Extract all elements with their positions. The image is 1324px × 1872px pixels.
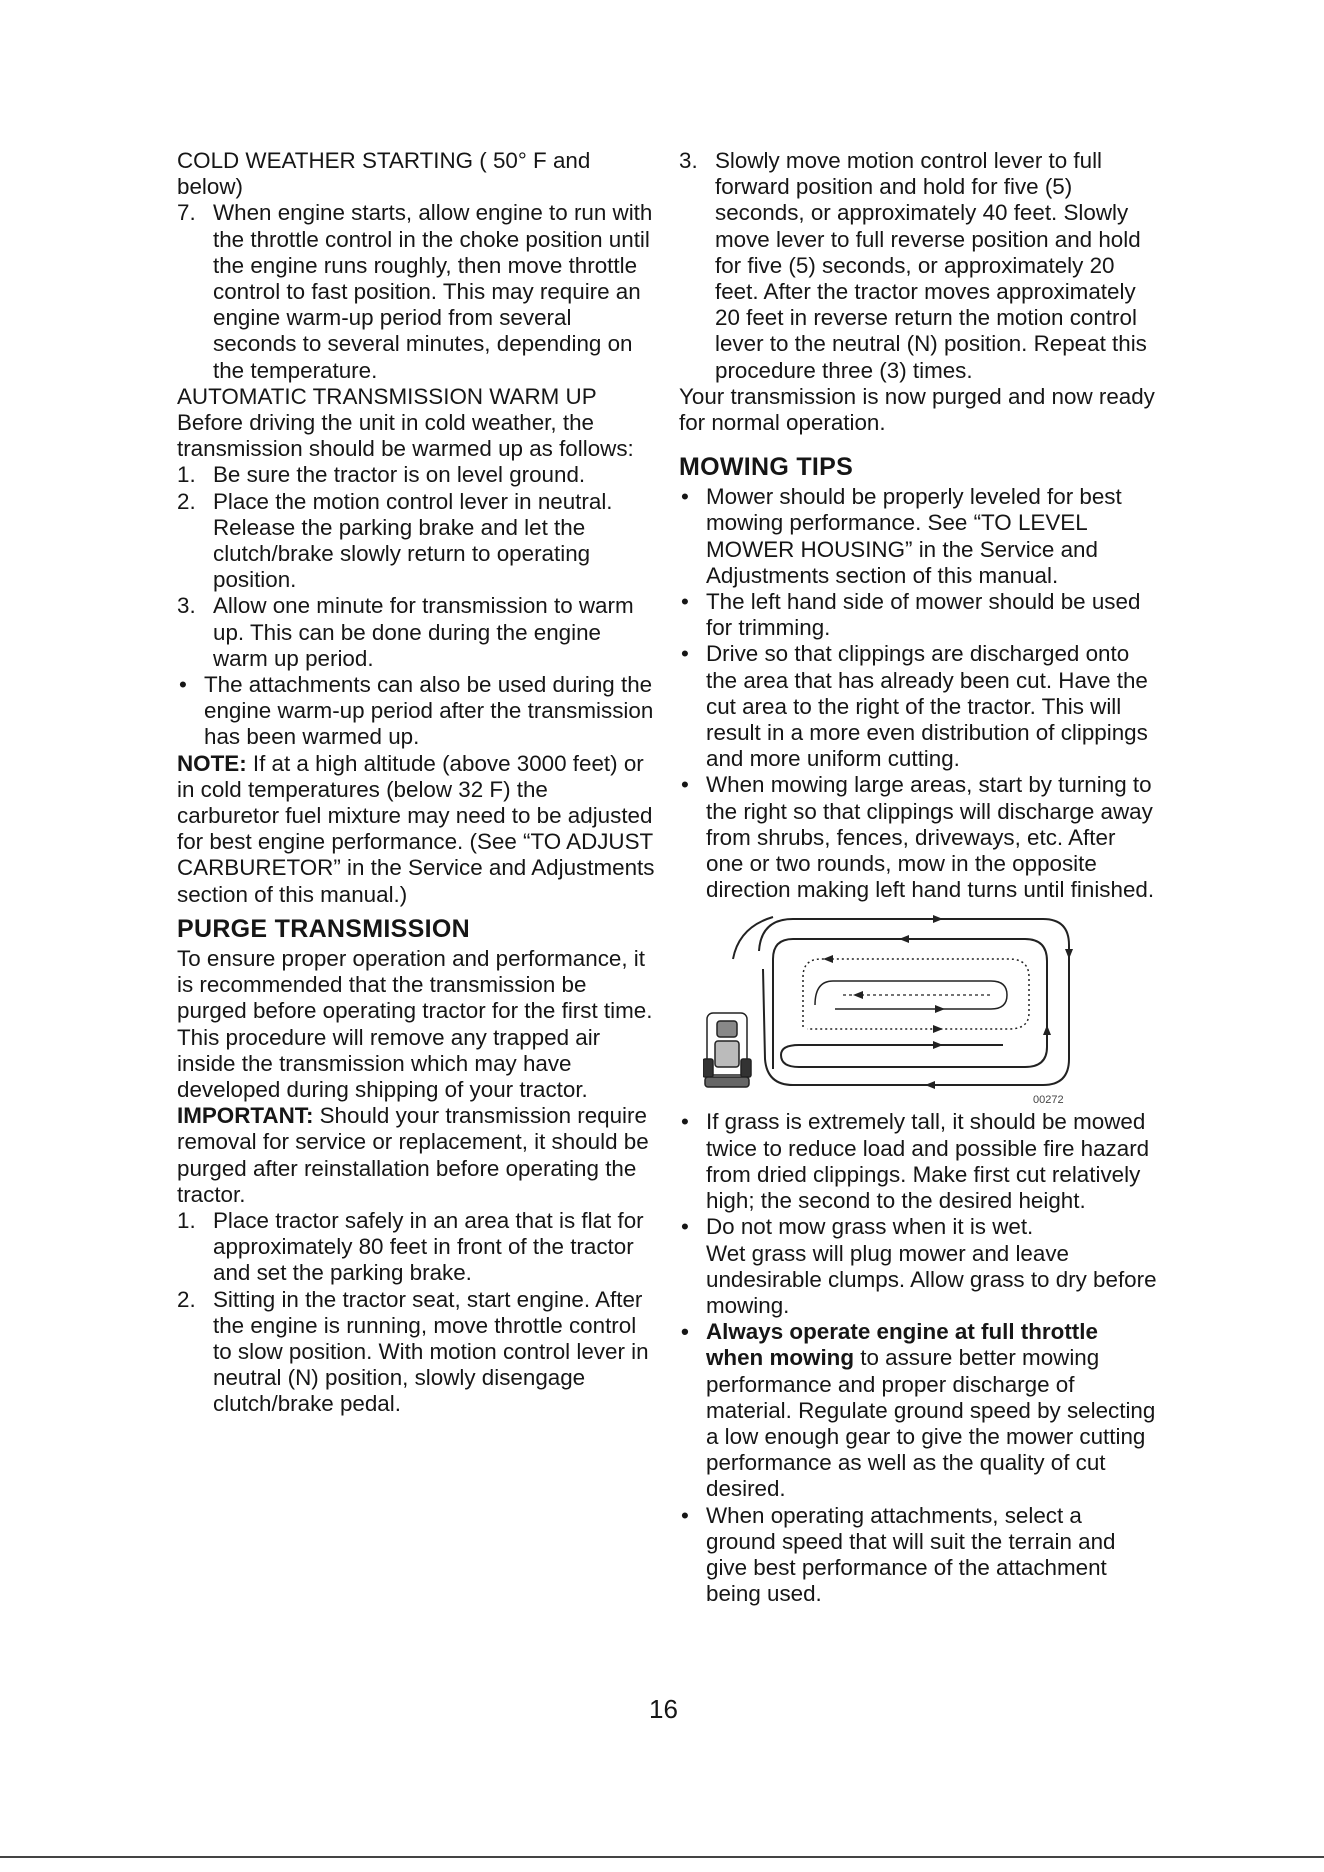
bullet: • — [681, 1214, 689, 1240]
mow-tip-wet-grass — [679, 1214, 1157, 1319]
note-label: NOTE: — [177, 750, 247, 776]
step-text: Allow one minute for transmission to warm up. This can be done during the engine warm up period. — [213, 593, 634, 671]
cold-weather-step-7 — [177, 200, 655, 383]
step-number: 2. — [177, 1286, 196, 1312]
purge-done-text: Your transmission is now purged and now ready for normal operation. — [679, 383, 1155, 436]
bottom-rule — [0, 1856, 1324, 1858]
bullet-text: The attachments can also be used during the engine warm-up period after the transmission has been warmed up. — [204, 672, 654, 750]
arrow-dotted-left — [823, 955, 833, 963]
tractor-seat — [717, 1021, 737, 1037]
purge-step-2 — [177, 1287, 655, 1418]
arrow-mid-right-up — [1043, 1025, 1051, 1035]
step-number: 3. — [177, 593, 196, 619]
mow-tip-tall-grass — [679, 1109, 1157, 1214]
step-text: Place tractor safely in an area that is flat for approximately 80 feet in front of the tractor and set the parking brake. — [213, 1207, 644, 1286]
bullet: • — [681, 1109, 689, 1135]
bullet: • — [179, 672, 187, 698]
arrow-right-down — [1065, 949, 1073, 959]
arrow-top-right — [933, 915, 943, 923]
important-paragraph — [177, 1103, 655, 1208]
auto-step-2 — [177, 489, 655, 594]
purge-transmission-heading: PURGE TRANSMISSION — [177, 914, 470, 943]
step-text: Be sure the tractor is on level ground. — [213, 462, 586, 488]
mow-tip-discharge — [679, 641, 1157, 772]
mowing-tips-heading: MOWING TIPS — [679, 453, 854, 482]
important-text: Should your transmission require removal for service or replacement, it should be purged after reinstallation before operating the tractor. — [177, 1103, 649, 1207]
step-text: Place the motion control lever in neutral. Release the parking brake and let the clutch/brake slowly return to operating position. — [213, 488, 613, 593]
purge-intro: To ensure proper operation and performance, it is recommended that the transmission be purged before operating tractor for the first time. This procedure will remove any trapped air inside the transmission which may have developed during shipping of your tractor. — [177, 945, 653, 1102]
bullet-text: Drive so that clippings are discharged onto the area that has already been cut. Have the cut area to the right of the tractor. This will result in a more even distribution of clippings and more uniform cutting. — [706, 641, 1148, 772]
step-text: Slowly move motion control lever to full forward position and hold for five (5) seconds, or approximately 40 feet. Slowly move lever to full reverse position and hold for five (5) seconds, or approximately 20 feet. After the tractor moves approximately 20 feet in reverse return the motion control lever to the neutral (N) position. Repeat this procedure three (3) times. — [715, 148, 1147, 383]
arrow-dotted-right — [933, 1025, 943, 1033]
arrow-inner-right — [933, 1041, 943, 1049]
important-label: IMPORTANT: — [177, 1103, 314, 1129]
bullet-bold-text: Always operate engine at full throttle when mowing — [706, 1319, 1098, 1371]
purge-step-1 — [177, 1208, 655, 1287]
arrow-innermost-right — [935, 1005, 945, 1013]
auto-step-3 — [177, 593, 655, 672]
entry-line — [733, 917, 773, 959]
tractor-hood — [715, 1041, 739, 1067]
bullet: • — [681, 772, 689, 798]
mow-tip-full-throttle — [679, 1319, 1157, 1502]
step-number: 1. — [177, 1207, 196, 1233]
tractor-deck — [705, 1077, 749, 1087]
bullet-text: When operating attachments, select a ground speed that will suit the terrain and give best performance of the attachment being used. — [706, 1502, 1116, 1607]
arrow-bottom-left — [925, 1081, 935, 1089]
bullet-text: The left hand side of mower should be used for trimming. — [706, 589, 1141, 641]
bullet: • — [681, 641, 689, 667]
auto-transmission-intro: Before driving the unit in cold weather, the transmission should be warmed up as follows: — [177, 410, 634, 462]
auto-bullet — [177, 672, 655, 751]
bullet-text: Mower should be properly leveled for best mowing performance. See “TO LEVEL MOWER HOUSING” in the Service and Adjustments section of this manual. — [706, 484, 1122, 588]
mowing-pattern-illustration — [703, 909, 1083, 1105]
second-loop-path — [773, 939, 1047, 1069]
tractor-wheel-right — [741, 1059, 751, 1077]
mow-tip-attachments — [679, 1503, 1157, 1608]
diagram-code: 00272 — [1033, 1094, 1064, 1106]
bullet: • — [681, 589, 689, 615]
mow-tip-large-areas — [679, 772, 1157, 903]
mow-tip-trimming — [679, 589, 1157, 641]
left-column — [177, 148, 655, 1418]
page-number: 16 — [649, 1694, 678, 1724]
mowing-pattern-diagram — [679, 909, 1157, 1105]
purge-step-3 — [679, 148, 1157, 384]
step-number: 2. — [177, 488, 196, 514]
arrow-mid-left — [899, 935, 909, 943]
bullet-text: If grass is extremely tall, it should be mowed twice to reduce load and possible fire hazard from dried clippings. Make first cut relatively high; the second to the desired height. — [706, 1109, 1150, 1214]
bullet: • — [681, 1319, 689, 1345]
auto-step-1 — [177, 462, 655, 488]
third-loop-path — [803, 959, 1029, 1029]
note-text: If at a high altitude (above 3000 feet) or in cold temperatures (below 32 F) the carburetor fuel mixture may need to be adjusted for best engine performance. (See “TO ADJUST CARBURETOR” in the Service and Adjustments section of this manual.) — [177, 750, 655, 907]
tractor-icon — [703, 1013, 751, 1087]
bullet: • — [681, 484, 689, 510]
bullet: • — [681, 1502, 689, 1528]
step-text: When engine starts, allow engine to run with the throttle control in the choke position until the engine runs roughly, then move throttle control to fast position. This may require an engine warm-up period from several seconds to several minutes, depending on the temperature. — [213, 200, 653, 383]
bullet-text: Do not mow grass when it is wet. — [706, 1214, 1034, 1240]
step-text: Sitting in the tractor seat, start engine. After the engine is running, move throttle control to slow position. With motion control lever in neutral (N) position, slowly disengage clutch/brake pedal. — [213, 1286, 649, 1417]
tractor-wheel-left — [703, 1059, 713, 1077]
bullet-text-continued: Wet grass will plug mower and leave undesirable clumps. Allow grass to dry before mowing. — [706, 1240, 1157, 1318]
cold-weather-heading: COLD WEATHER STARTING ( 50° F and below) — [177, 148, 591, 200]
step-number: 1. — [177, 462, 196, 488]
arrow-innermost-left — [853, 991, 863, 999]
step-number: 3. — [679, 148, 698, 173]
bullet-text: When mowing large areas, start by turning to the right so that clippings will discharge away from shrubs, fences, driveways, etc. After one or two rounds, mow in the opposite direction making left hand turns until finished. — [706, 772, 1155, 903]
step-number: 7. — [177, 200, 196, 226]
note-paragraph — [177, 751, 655, 908]
auto-transmission-heading: AUTOMATIC TRANSMISSION WARM UP — [177, 383, 597, 409]
bullet-text: to assure better mowing performance and proper discharge of material. Regulate ground speed by selecting a low enough gear to give the mower cutting performance as well as the quality of cut desired. — [706, 1345, 1156, 1502]
mow-tip-level — [679, 484, 1157, 589]
right-column — [679, 148, 1157, 1607]
outer-loop-path — [759, 919, 1069, 1085]
